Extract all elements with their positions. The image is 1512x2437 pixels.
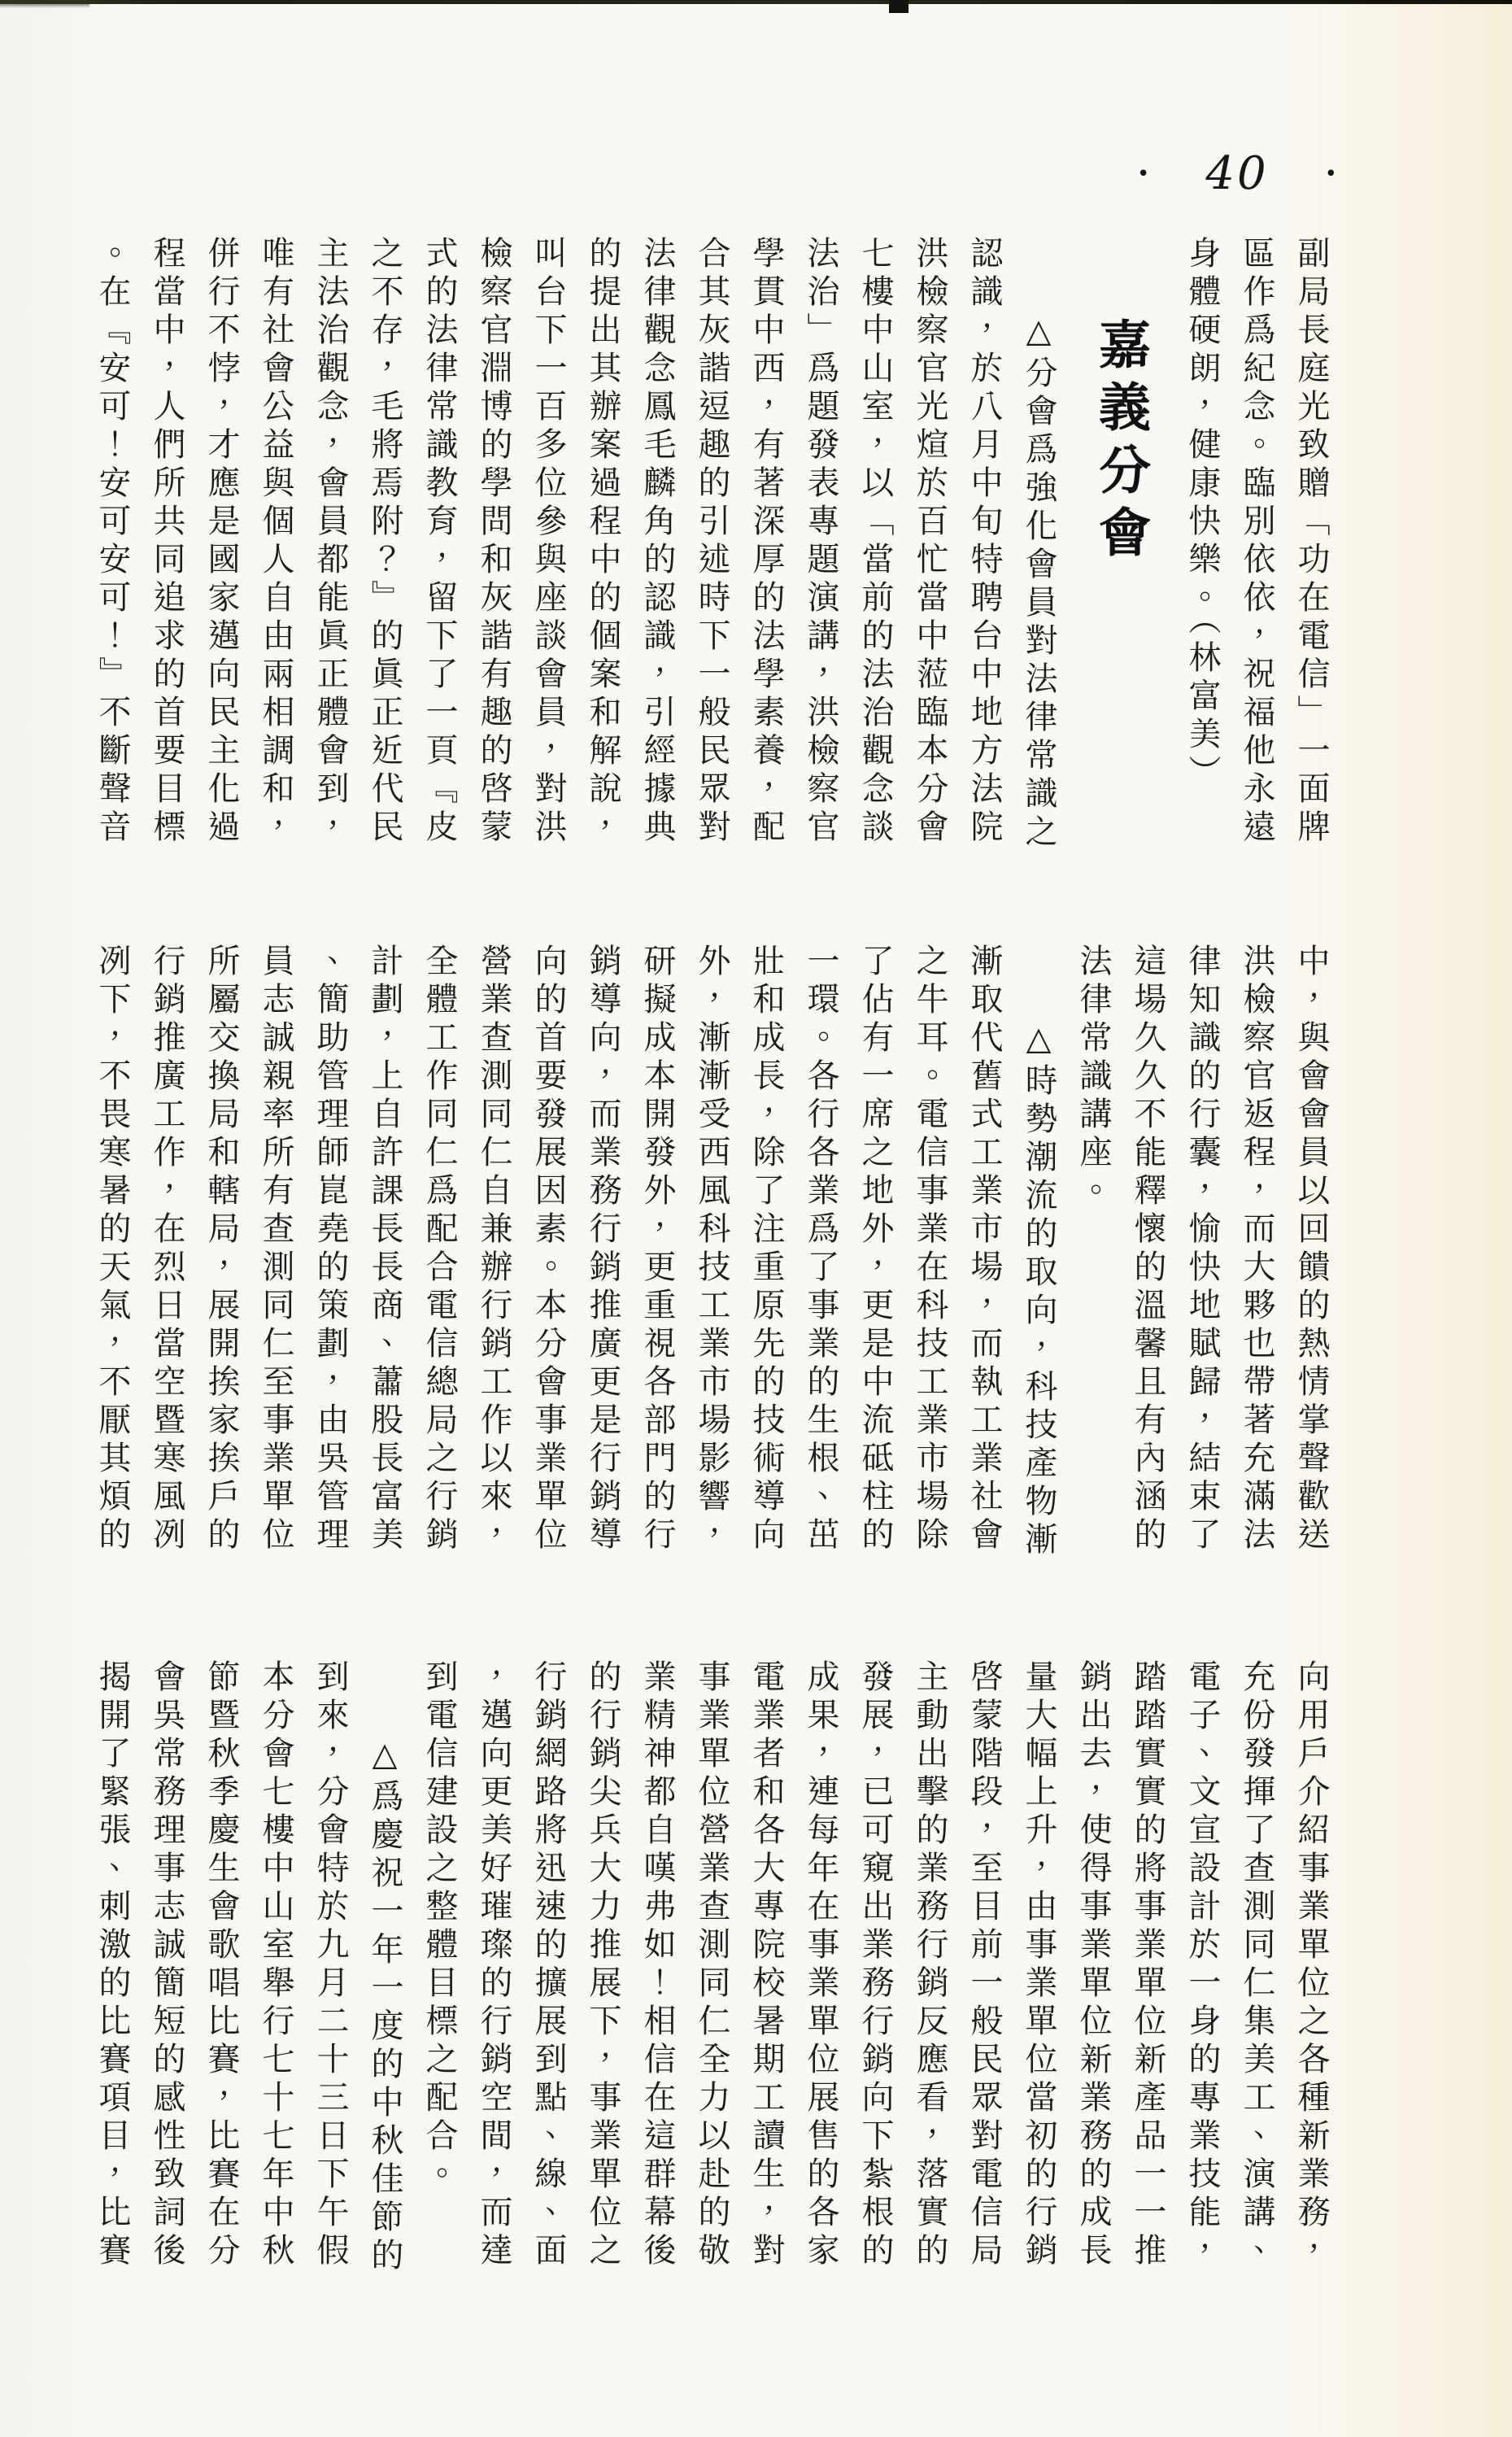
text-column: 認識，於八月中旬特聘台中地方法院: [965, 236, 1003, 848]
text-column: 向用戶介紹事業單位之各種新業務，: [1292, 1659, 1330, 2271]
text-band-1: [85, 236, 1338, 852]
text-column: 壯和成長，除了注重原先的技術導向: [747, 944, 785, 1555]
text-column: 事業單位營業查測同仁全力以赴的敬: [693, 1659, 730, 2271]
text-column: 一環。各行各業爲了事業的生根、茁: [802, 944, 839, 1555]
text-column: 業精神都自嘆弗如！相信在這群幕後: [638, 1659, 676, 2271]
text-column: 研擬成本開發外，更重視各部門的行: [638, 944, 676, 1555]
scan-corner-artifact: [0, 0, 89, 8]
text-column: 發展，已可窺出業務行銷向下紮根的: [856, 1659, 894, 2271]
text-column: 成果，連每年在事業單位展售的各家: [802, 1659, 839, 2271]
text-column: 行銷網路將迅速的擴展到點、線、面: [529, 1659, 567, 2271]
text-column: ，邁向更美好璀璨的行銷空間，而達: [475, 1659, 512, 2271]
text-column: 全體工作同仁爲配合電信總局之行銷: [420, 944, 458, 1555]
text-column: 漸取代舊式工業市場，而執工業社會: [965, 944, 1003, 1555]
text-column: 行銷推廣工作，在烈日當空暨寒風冽: [148, 944, 185, 1555]
text-column-paragraph-start: △分會爲強化會員對法律常識之: [1020, 312, 1057, 852]
text-column: 銷導向，而業務行銷推廣更是行銷導: [584, 944, 621, 1555]
text-column: 中，與會會員以回饋的熱情掌聲歡送: [1292, 944, 1330, 1555]
text-column: 法律常識講座。: [1074, 944, 1112, 1211]
text-column: 會吳常務理事志誠簡短的感性致詞後: [148, 1659, 185, 2271]
text-column: 之不存，毛將焉附？』的眞正近代民: [366, 236, 403, 848]
text-column: 併行不悖，才應是國家邁向民主化過: [203, 236, 240, 848]
text-column: 冽下，不畏寒暑的天氣，不厭其煩的: [94, 944, 131, 1555]
text-column: 電子、文宣設計於一身的專業技能，: [1183, 1659, 1221, 2271]
text-column: 合其灰諧逗趣的引述時下一般民眾對: [693, 236, 730, 848]
text-column: 電業者和各大專院校暑期工讀生，對: [747, 1659, 785, 2271]
text-column: 。在『安可！安可安可！』不斷聲音: [94, 236, 131, 848]
page-number-left-dot: •: [1137, 162, 1150, 186]
text-column: 程當中，人們所共同追求的首要目標: [148, 236, 185, 848]
text-column: 節暨秋季慶生會歌唱比賽，比賽在分: [203, 1659, 240, 2271]
text-column: 所屬交換局和轄局，展開挨家挨戶的: [203, 944, 240, 1555]
text-column: 主法治觀念，會員都能眞正體會到，: [312, 236, 349, 848]
text-column: 洪檢察官光煊於百忙當中蒞臨本分會: [911, 236, 948, 848]
page-number-value: 40: [1205, 147, 1269, 200]
scan-notch-artifact: [889, 0, 909, 13]
text-band-3: [85, 1659, 1338, 2276]
text-column: 營業查測同仁自兼辦行銷工作以來，: [475, 944, 512, 1555]
text-column: 法律觀念鳳毛麟角的認識，引經據典: [638, 236, 676, 848]
section-title: 嘉義分會: [1090, 317, 1150, 568]
text-column-paragraph-start: △時勢潮流的取向，科技產物漸: [1020, 1020, 1057, 1560]
text-column: 七樓中山室，以「當前的法治觀念談: [856, 236, 894, 848]
text-column: 檢察官淵博的學問和灰諧有趣的啓蒙: [475, 236, 512, 848]
text-column: 計劃，上自許課長長商、蕭股長富美: [366, 944, 403, 1555]
text-column: 副局長庭光致贈「功在電信」一面牌: [1292, 236, 1330, 848]
text-column: 主動出擊的業務行銷反應看，落實的: [911, 1659, 948, 2271]
text-column: 到電信建設之整體目標之配合。: [420, 1659, 458, 2195]
text-column: 式的法律常識教育，留下了一頁『皮: [420, 236, 458, 848]
text-column: 身體硬朗，健康快樂。（林富美）: [1183, 236, 1221, 793]
text-column: 外，漸漸受西風科技工業市場影響，: [693, 944, 730, 1555]
page-number-right-dot: •: [1324, 162, 1337, 186]
text-column: 律知識的行囊，愉快地賦歸，結束了: [1183, 944, 1221, 1555]
text-column: 這場久久不能釋懷的溫馨且有內涵的: [1129, 944, 1166, 1555]
text-column: 的行銷尖兵大力推展下，事業單位之: [584, 1659, 621, 2271]
text-column: 之牛耳。電信事業在科技工業市場除: [911, 944, 948, 1555]
text-column: 法治」爲題發表專題演講，洪檢察官: [802, 236, 839, 848]
text-column: 學貫中西，有著深厚的法學素養，配: [747, 236, 785, 848]
text-column: 洪檢察官返程，而大夥也帶著充滿法: [1238, 944, 1275, 1555]
text-column: 的提出其辦案過程中的個案和解說，: [584, 236, 621, 848]
text-column: 銷出去，使得事業單位新業務的成長: [1074, 1659, 1112, 2271]
text-column-paragraph-start: △爲慶祝一年一度的中秋佳節的: [366, 1736, 403, 2276]
text-column: 區作爲紀念。臨別依依，祝福他永遠: [1238, 236, 1275, 848]
text-column: 、簡助管理師崑堯的策劃，由吳管理: [312, 944, 349, 1555]
text-column: 揭開了緊張、刺激的比賽項目，比賽: [94, 1659, 131, 2271]
text-band-2: [85, 944, 1338, 1560]
text-column: 員志誠親率所有查測同仁至事業單位: [257, 944, 294, 1555]
text-column: 充份發揮了查測同仁集美工、演講、: [1238, 1659, 1275, 2271]
text-column: 唯有社會公益與個人自由兩相調和，: [257, 236, 294, 848]
text-column: 叫台下一百多位參與座談會員，對洪: [529, 236, 567, 848]
text-column: 量大幅上升，由事業單位當初的行銷: [1020, 1659, 1057, 2271]
text-column: 到來，分會特於九月二十三日下午假: [312, 1659, 349, 2271]
text-column: 啓蒙階段，至目前一般民眾對電信局: [965, 1659, 1003, 2271]
text-column: 了佔有一席之地外，更是中流砥柱的: [856, 944, 894, 1555]
text-column: 踏踏實實的將事業單位新產品一一推: [1129, 1659, 1166, 2271]
text-column: 向的首要發展因素。本分會事業單位: [529, 944, 567, 1555]
scan-edge-artifact: [0, 0, 1512, 4]
text-column: 本分會七樓中山室舉行七十七年中秋: [257, 1659, 294, 2271]
page-number: [1137, 147, 1337, 200]
